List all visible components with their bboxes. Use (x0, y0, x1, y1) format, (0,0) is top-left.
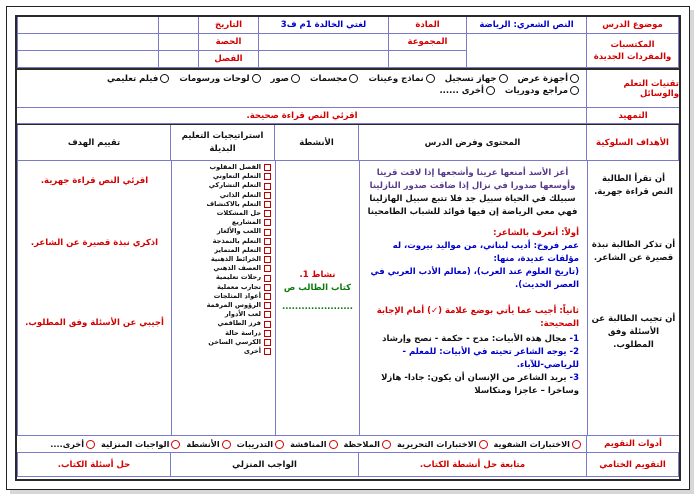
assessment-option-label: الواجبات المنزلية (101, 439, 170, 449)
second-heading: ثانياً: أجيب عما يأتي بوضع علامة (✓) أمام الإجابة الصحيحة: (376, 306, 579, 329)
strategy-label: التعلم الذاتي (219, 190, 261, 199)
checkbox-icon[interactable] (264, 164, 271, 171)
questions-section (366, 305, 579, 398)
strategy-label: التعلم بالاكتشاف (206, 199, 261, 208)
radio-circle-icon[interactable] (171, 440, 180, 449)
group-extra (389, 51, 467, 68)
radio-circle-icon[interactable] (486, 86, 495, 95)
strategy-label: رحلات تعليمية (215, 273, 261, 282)
poem-line-2: وأوسعها صدورا في نزال إذا ضاقت صدور النازلينا (369, 181, 576, 191)
radio-circle-icon[interactable] (86, 440, 95, 449)
radio-circle-icon[interactable] (291, 74, 300, 83)
final-row (17, 453, 679, 477)
assessment-option-label: الاختبارات التحريرية (396, 439, 477, 449)
poem-line-4: فهي معي الرياضة إن فيها فوائد للشباب الطامحينا (367, 207, 578, 217)
objective-2: أن تذكر الطالبة نبذة قصيرة عن الشاعر. (591, 240, 676, 263)
assessment-option-label: المناقشة (290, 439, 327, 449)
strategy-label: لعب الأدوار (224, 310, 261, 319)
homework-label: الواجب المنزلي (171, 453, 359, 477)
group-label: المجموعة (389, 34, 467, 51)
tool-option-label: نماذج وعينات (368, 74, 424, 84)
intro-label: التمهيد (586, 108, 679, 123)
radio-circle-icon[interactable] (275, 440, 284, 449)
checkbox-icon[interactable] (264, 256, 271, 263)
strategy-label: أخرى (243, 347, 261, 356)
poem-line-1: أعز الأسد أمنعها عرينا وأشجعها إذا لاقت قرينا (376, 168, 569, 178)
subject-value: لغتي الخالدة 1م ف3 (259, 17, 389, 34)
activity-block (278, 269, 357, 314)
assessment-option[interactable] (101, 439, 180, 449)
evaluation-3: أجيبي عن الأسئلة وفق المطلوب. (25, 318, 164, 328)
objective-3: أن تجيب الطالبة عن الأسئلة وفق المطلوب. (591, 314, 676, 350)
poet-section (366, 227, 579, 292)
main-body (17, 161, 679, 435)
strategy-label: المشاريع (231, 218, 261, 227)
activities-header: الأنشطة (275, 125, 359, 161)
radio-circle-icon[interactable] (499, 74, 508, 83)
activity-dots: ...................... (281, 302, 354, 312)
strategy-label: حل المشكلات (216, 209, 261, 218)
strategy-label: دراسة حالة (225, 328, 261, 337)
checkbox-icon[interactable] (264, 192, 271, 199)
strategies-header: استراتيجيات التعليم البديلة (171, 125, 275, 161)
group-value (259, 34, 389, 51)
tools-row (17, 70, 679, 108)
strategy-item[interactable] (176, 310, 271, 319)
activity-title: نشاط 1. (299, 270, 336, 280)
radio-circle-icon[interactable] (222, 440, 231, 449)
header-section (17, 17, 679, 68)
strategy-label: فرز الطاقمي (217, 319, 261, 328)
checkbox-icon[interactable] (264, 321, 271, 328)
strategy-item[interactable] (176, 264, 271, 273)
tools-label: تقنيات التعلم والوسائل (586, 70, 679, 107)
tool-option[interactable] (310, 74, 358, 84)
strategy-label: أعواد المثلجات (213, 291, 261, 300)
checkbox-icon[interactable] (264, 330, 271, 337)
tool-option-label: جهاز تسجيل (444, 74, 497, 84)
checkbox-icon[interactable] (264, 284, 271, 291)
evaluation-column (17, 161, 171, 435)
radio-circle-icon[interactable] (479, 440, 488, 449)
question-1: 1- مجال هذه الأبيات: مدح - حكمة - نصح وإرشاد (382, 334, 579, 344)
content-header: المحتوى وفرض الدرس (359, 125, 587, 161)
tool-option-label: لوحات ورسومات (179, 74, 250, 84)
tool-option[interactable] (505, 86, 579, 96)
radio-circle-icon[interactable] (252, 74, 261, 83)
strategy-label: الرؤوس المرقمة (206, 301, 261, 310)
strategy-item[interactable] (176, 301, 271, 310)
tool-option[interactable] (445, 74, 508, 84)
strategy-item[interactable] (176, 227, 271, 236)
radio-circle-icon[interactable] (570, 74, 579, 83)
activities-column (275, 161, 359, 435)
assessment-label: أدوات التقويم (586, 436, 679, 452)
checkbox-icon[interactable] (264, 339, 271, 346)
radio-circle-icon[interactable] (349, 74, 358, 83)
assessment-option[interactable] (50, 439, 95, 449)
tool-option[interactable] (107, 74, 169, 84)
tool-option[interactable] (439, 86, 494, 96)
radio-circle-icon[interactable] (426, 74, 435, 83)
strategy-label: اللعب والألغاز (216, 227, 261, 236)
radio-circle-icon[interactable] (160, 74, 169, 83)
strategy-item[interactable] (176, 338, 271, 347)
assessment-option[interactable] (290, 439, 337, 449)
homework-text: حل أسئلة الكتاب. (17, 453, 171, 477)
date-value (159, 17, 199, 34)
strategy-item[interactable] (176, 292, 271, 301)
period-label: الحصة (199, 34, 259, 51)
group-extra-value (259, 51, 389, 68)
first-book: (تاريخ العلوم عند العرب)، (معالم الأدب العربي في العصر الحديث). (370, 267, 579, 290)
checkbox-icon[interactable] (264, 201, 271, 208)
assessment-option-label: التدريبات (236, 439, 274, 449)
class-label: الفصل (199, 51, 259, 68)
final-label: التقويم الختامي (587, 453, 679, 477)
radio-circle-icon[interactable] (329, 440, 338, 449)
strategy-item[interactable] (176, 283, 271, 292)
checkbox-icon[interactable] (264, 247, 271, 254)
checkbox-icon[interactable] (264, 348, 271, 355)
checkbox-icon[interactable] (264, 219, 271, 226)
checkbox-icon[interactable] (264, 229, 271, 236)
strategy-item[interactable] (176, 181, 271, 190)
first-text: عمر فروخ: أديب لبناني، من مواليد بيروت، له مؤلفات عديدة، منها: (392, 241, 579, 264)
assessment-option[interactable] (237, 439, 284, 449)
strategy-item[interactable] (176, 329, 271, 338)
strategy-item[interactable] (176, 347, 271, 356)
subject-label: المادة (389, 17, 467, 34)
checkbox-icon[interactable] (264, 183, 271, 190)
tool-option-label: مراجع ودوريات (504, 86, 568, 96)
assessment-row (17, 435, 679, 453)
radio-circle-icon[interactable] (382, 440, 391, 449)
tool-option-label: أجهزة عرض (517, 74, 568, 84)
tool-option[interactable] (271, 74, 300, 84)
checkbox-icon[interactable] (264, 302, 271, 309)
vocab-value (467, 34, 587, 68)
intro-text: اقرئي النص قراءة صحيحة. (246, 110, 358, 121)
strategy-label: التعلم التشاركي (208, 181, 261, 190)
strategies-list (172, 161, 275, 356)
tool-option-label: فيلم تعليمي (106, 74, 159, 84)
strategy-item[interactable] (176, 246, 271, 255)
content-column (359, 161, 587, 435)
strategy-item[interactable] (176, 255, 271, 264)
assessment-option-label: أخرى.... (50, 439, 85, 449)
strategy-label: التعلم بالنمذجة (212, 236, 261, 245)
strategy-item[interactable] (176, 319, 271, 328)
strategy-label: التعلم المتمايز (214, 245, 261, 254)
period-value (159, 34, 199, 51)
strategy-item[interactable] (176, 172, 271, 181)
assessment-option[interactable] (494, 439, 581, 449)
tool-option[interactable] (518, 74, 579, 84)
tool-option[interactable] (368, 74, 434, 84)
strategies-column (171, 161, 275, 435)
objectives-column (587, 161, 679, 435)
objective-1: أن تقرأ الطالبة النص قراءة جهرية. (594, 174, 673, 197)
assessment-option[interactable] (344, 439, 391, 449)
checkbox-icon[interactable] (264, 275, 271, 282)
assessment-option-label: الأنشطة (186, 439, 220, 449)
strategy-item[interactable] (176, 237, 271, 246)
vocab-label: المكتسبات والمفردات الجديدة (587, 34, 679, 68)
checkbox-icon[interactable] (264, 210, 271, 217)
topic-label: موضوع الدرس (587, 17, 679, 34)
tool-option-label: مجسمات (309, 74, 348, 84)
topic-value: النص الشعري: الرياضة (467, 17, 587, 34)
assessment-option[interactable] (397, 439, 488, 449)
assessment-list (21, 436, 581, 452)
first-heading: أولاً: أتعرف بالشاعر: (493, 228, 579, 238)
radio-circle-icon[interactable] (570, 86, 579, 95)
strategy-item[interactable] (176, 191, 271, 200)
tool-option-label: أخرى ...... (439, 86, 484, 96)
date-label: التاريخ (199, 17, 259, 34)
radio-circle-icon[interactable] (572, 440, 581, 449)
strategy-label: العصف الذهني (213, 264, 261, 273)
tool-option[interactable] (179, 74, 260, 84)
checkbox-icon[interactable] (264, 265, 271, 272)
class-grid (17, 51, 159, 68)
strategy-item[interactable] (176, 200, 271, 209)
question-2: 2- يوجه الشاعر تحيته في الأبيات: للمعلم - للرياضي-للآباء. (402, 347, 579, 370)
assessment-option-label: الملاحظة (343, 439, 380, 449)
question-3: 3- يريد الشاعر من الإنسان أن يكون: جادا- هازلا وساخرا – عاجزا ومتكاسلا (381, 373, 579, 396)
checkbox-icon[interactable] (264, 311, 271, 318)
evaluation-1: اقرئي النص قراءة جهرية. (40, 176, 149, 186)
poem (366, 167, 579, 219)
intro-row (17, 108, 679, 124)
strategy-label: الكرسي الساخن (208, 337, 261, 346)
evaluation-2: اذكري نبذة قصيرة عن الشاعر. (30, 238, 159, 248)
assessment-option[interactable] (186, 439, 230, 449)
date-grid (17, 17, 159, 34)
column-headers (17, 125, 679, 161)
tool-option-label: صور (270, 74, 289, 84)
poem-line-3: سبيلك في الحياة سبيل جد فلا تتبع سبيل الهازلينا (369, 194, 576, 204)
assessment-option-label: الاختبارات الشفوية (493, 439, 570, 449)
strategy-item[interactable] (176, 273, 271, 282)
strategy-label: الفصل المقلوب (209, 163, 261, 171)
period-grid (17, 34, 159, 51)
strategy-label: التعلم التعاوني (212, 172, 261, 181)
checkbox-icon[interactable] (264, 238, 271, 245)
strategy-item[interactable] (176, 163, 271, 172)
activity-book: كتاب الطالب ص (283, 283, 352, 293)
checkbox-icon[interactable] (264, 293, 271, 300)
objectives-header: الأهداف السلوكية (587, 125, 679, 161)
strategy-label: تجارب معملية (216, 282, 261, 291)
class-value (159, 51, 199, 68)
final-text: متابعة حل أنشطة الكتاب. (359, 453, 587, 477)
evaluation-header: تقييم الهدف (17, 125, 171, 161)
strategy-label: الخرائط الذهنية (210, 255, 261, 264)
strategy-item[interactable] (176, 209, 271, 218)
checkbox-icon[interactable] (264, 173, 271, 180)
